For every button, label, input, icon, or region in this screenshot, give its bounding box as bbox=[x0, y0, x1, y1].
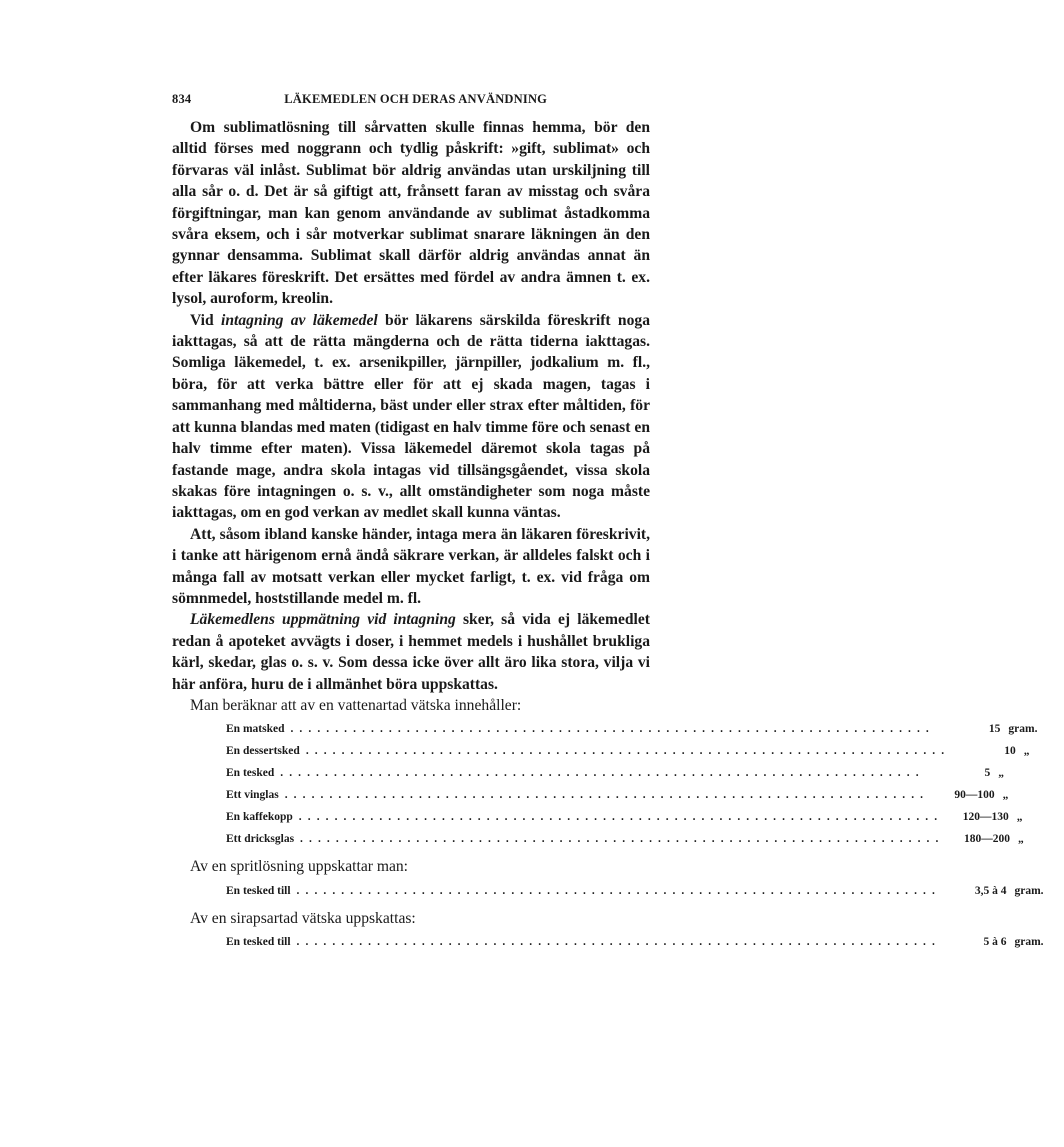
paragraph-uppmatning bbox=[172, 609, 650, 695]
paragraph-intagning-lead: Vid bbox=[190, 311, 222, 329]
measure-unit: gram. bbox=[1014, 884, 1044, 897]
measure-row bbox=[226, 740, 1030, 762]
intro-syrup bbox=[172, 908, 650, 929]
measure-value: 10 bbox=[1004, 745, 1016, 758]
paragraph-intagning bbox=[172, 310, 650, 524]
paragraph-intagning-rest: bör läkarens särskilda föreskrift noga iakttagas, så att de rätta mängderna och de rätta tiderna iakttagas. Somliga läkemedel, t. ex. arsenikpiller, järnpiller, jodkalium m. fl., böra, för att verka bättre eller för att ej skada magen, tagas i sammanhang med måltiderna, bäst under eller strax efter måltiden, för att kunna blandas med maten (tidigast en halv timme före och senast en halv timme efter maten). Vissa läkemedel däremot skola tagas på fastande mage, andra skola intagas vid tillsängsgåendet, vissa skola skakas före intagningen o. s. v., allt omständigheter som noga måste iakttagas, om en god verkan av medlet skall kunna väntas. bbox=[172, 311, 650, 522]
chapter-title: LÄKEMEDLEN OCH DERAS ANVÄNDNING bbox=[284, 92, 548, 106]
measure-value: 90—100 bbox=[954, 789, 995, 802]
leader-dots: . . . . . . . . . . . . . . . . . . . . . . . . . . . . . . . . . . . . . . . . . . . . . . . . . . . . . . . . . . . . . . . . . . . . . . . . bbox=[298, 811, 939, 824]
measure-row bbox=[226, 828, 1024, 850]
leader-dots: . . . . . . . . . . . . . . . . . . . . . . . . . . . . . . . . . . . . . . . . . . . . . . . . . . . . . . . . . . . . . . . . . . . . . . . . bbox=[284, 789, 925, 802]
intro-spirit-rest: uppskattar man: bbox=[304, 858, 409, 876]
paragraph-intagning-italic: intagning av läkemedel bbox=[221, 311, 378, 329]
leader-dots: . . . . . . . . . . . . . . . . . . . . . . . . . . . . . . . . . . . . . . . . . . . . . . . . . . . . . . . . . . . . . . . . . . . . . . . . bbox=[296, 936, 937, 949]
leader-dots: . . . . . . . . . . . . . . . . . . . . . . . . . . . . . . . . . . . . . . . . . . . . . . . . . . . . . . . . . . . . . . . . . . . . . . . . bbox=[296, 884, 937, 897]
intro-spirit bbox=[172, 856, 650, 877]
measure-row bbox=[226, 762, 1004, 784]
intro-water-lead: Man beräknar att av en bbox=[190, 696, 338, 714]
measure-unit: gram. bbox=[1008, 723, 1038, 736]
intro-syrup-italic: sirapsartad vätska bbox=[230, 909, 342, 927]
measure-label: En kaffekopp bbox=[226, 811, 293, 824]
measure-label: En tesked bbox=[226, 767, 275, 780]
paragraph-overdose: Att, såsom ibland kanske händer, intaga mera än läkaren föreskrivit, i tanke att härigenom ernå ändå säkrare verkan, är alldeles falskt och i många fall av motsatt verkan eller mycket farligt, t. ex. vid fråga om sömnmedel, hoststillande medel m. fl. bbox=[172, 525, 650, 607]
leader-dots: . . . . . . . . . . . . . . . . . . . . . . . . . . . . . . . . . . . . . . . . . . . . . . . . . . . . . . . . . . . . . . . . . . . . . . . . bbox=[290, 723, 931, 736]
page-number: 834 bbox=[172, 92, 192, 106]
paragraph-uppmatning-italic: Läkemedlens uppmätning vid intagning bbox=[190, 611, 456, 629]
intro-spirit-lead: Av en bbox=[190, 858, 231, 876]
measure-value: 15 bbox=[988, 723, 1001, 736]
running-header bbox=[172, 92, 650, 107]
measure-unit: „ bbox=[1016, 811, 1023, 824]
measure-value: 3,5 à 4 bbox=[974, 884, 1007, 897]
leader-dots: . . . . . . . . . . . . . . . . . . . . . . . . . . . . . . . . . . . . . . . . . . . . . . . . . . . . . . . . . . . . . . . . . . . . . . . . bbox=[300, 833, 940, 846]
intro-water bbox=[172, 695, 650, 716]
measure-label: Ett vinglas bbox=[226, 789, 279, 802]
measure-unit: „ bbox=[1023, 745, 1030, 758]
intro-syrup-rest: uppskattas: bbox=[341, 909, 416, 927]
book-page bbox=[172, 92, 1044, 959]
intro-syrup-lead: Av en bbox=[190, 909, 231, 927]
leader-dots: . . . . . . . . . . . . . . . . . . . . . . . . . . . . . . . . . . . . . . . . . . . . . . . . . . . . . . . . . . . . . . . . . . . . . . . . bbox=[305, 745, 946, 758]
measure-row bbox=[226, 931, 1044, 953]
intro-water-rest: innehåller: bbox=[450, 696, 522, 714]
leader-dots: . . . . . . . . . . . . . . . . . . . . . . . . . . . . . . . . . . . . . . . . . . . . . . . . . . . . . . . . . . . . . . . . . . . . . . . . bbox=[280, 767, 921, 780]
measure-row bbox=[226, 806, 1023, 828]
measure-unit: „ bbox=[998, 767, 1004, 780]
measure-row bbox=[226, 718, 1038, 740]
measure-value: 120—130 bbox=[962, 811, 1009, 824]
measure-label: En tesked till bbox=[226, 884, 291, 897]
measure-label: En dessertsked bbox=[226, 745, 300, 758]
syrup-measures-list bbox=[226, 931, 1044, 953]
measure-row bbox=[226, 784, 1009, 806]
measure-value: 5 bbox=[984, 767, 991, 780]
measure-value: 180—200 bbox=[963, 833, 1010, 846]
measure-row bbox=[226, 880, 1044, 902]
water-measures-list bbox=[226, 718, 1038, 850]
measure-unit: gram. bbox=[1014, 936, 1044, 949]
intro-water-italic: vattenartad vätska bbox=[337, 696, 451, 714]
measure-unit: „ bbox=[1017, 833, 1024, 846]
measure-value: 5 à 6 bbox=[983, 936, 1007, 949]
intro-spirit-italic: spritlösning bbox=[230, 858, 305, 876]
paragraph-uppmatning-rest: sker, så vida ej läkemedlet redan å apoteket avvägts i doser, i hemmet medels i hushållet brukliga kärl, skedar, glas o. s. v. Som dessa icke över allt äro lika stora, vilja vi här anföra, huru de i allmänhet böra uppskattas. bbox=[172, 611, 650, 693]
paragraph-sublimat: Om sublimatlösning till sårvatten skulle finnas hemma, bör den alltid förses med noggrann och tydlig påskrift: »gift, sublimat» och förvaras väl inlåst. Sublimat bör aldrig användas utan urskiljning till alla sår o. d. Det är så giftigt att, frånsett faran av misstag och svåra förgiftningar, man kan genom användande av sublimat åstadkomma svåra eksem, och i sår motverkar sublimat snarare läkningen än den gynnar densamma. Sublimat skall därför aldrig användas annat än efter läkares föreskrift. Det ersättes med fördel av andra ämnen t. ex. lysol, auroform, kreolin. bbox=[172, 119, 650, 308]
measure-unit: „ bbox=[1002, 789, 1009, 802]
spirit-measures-list bbox=[226, 880, 1044, 902]
measure-label: Ett dricksglas bbox=[226, 833, 295, 846]
measure-label: En matsked bbox=[226, 723, 285, 736]
measure-label: En tesked till bbox=[226, 936, 291, 949]
